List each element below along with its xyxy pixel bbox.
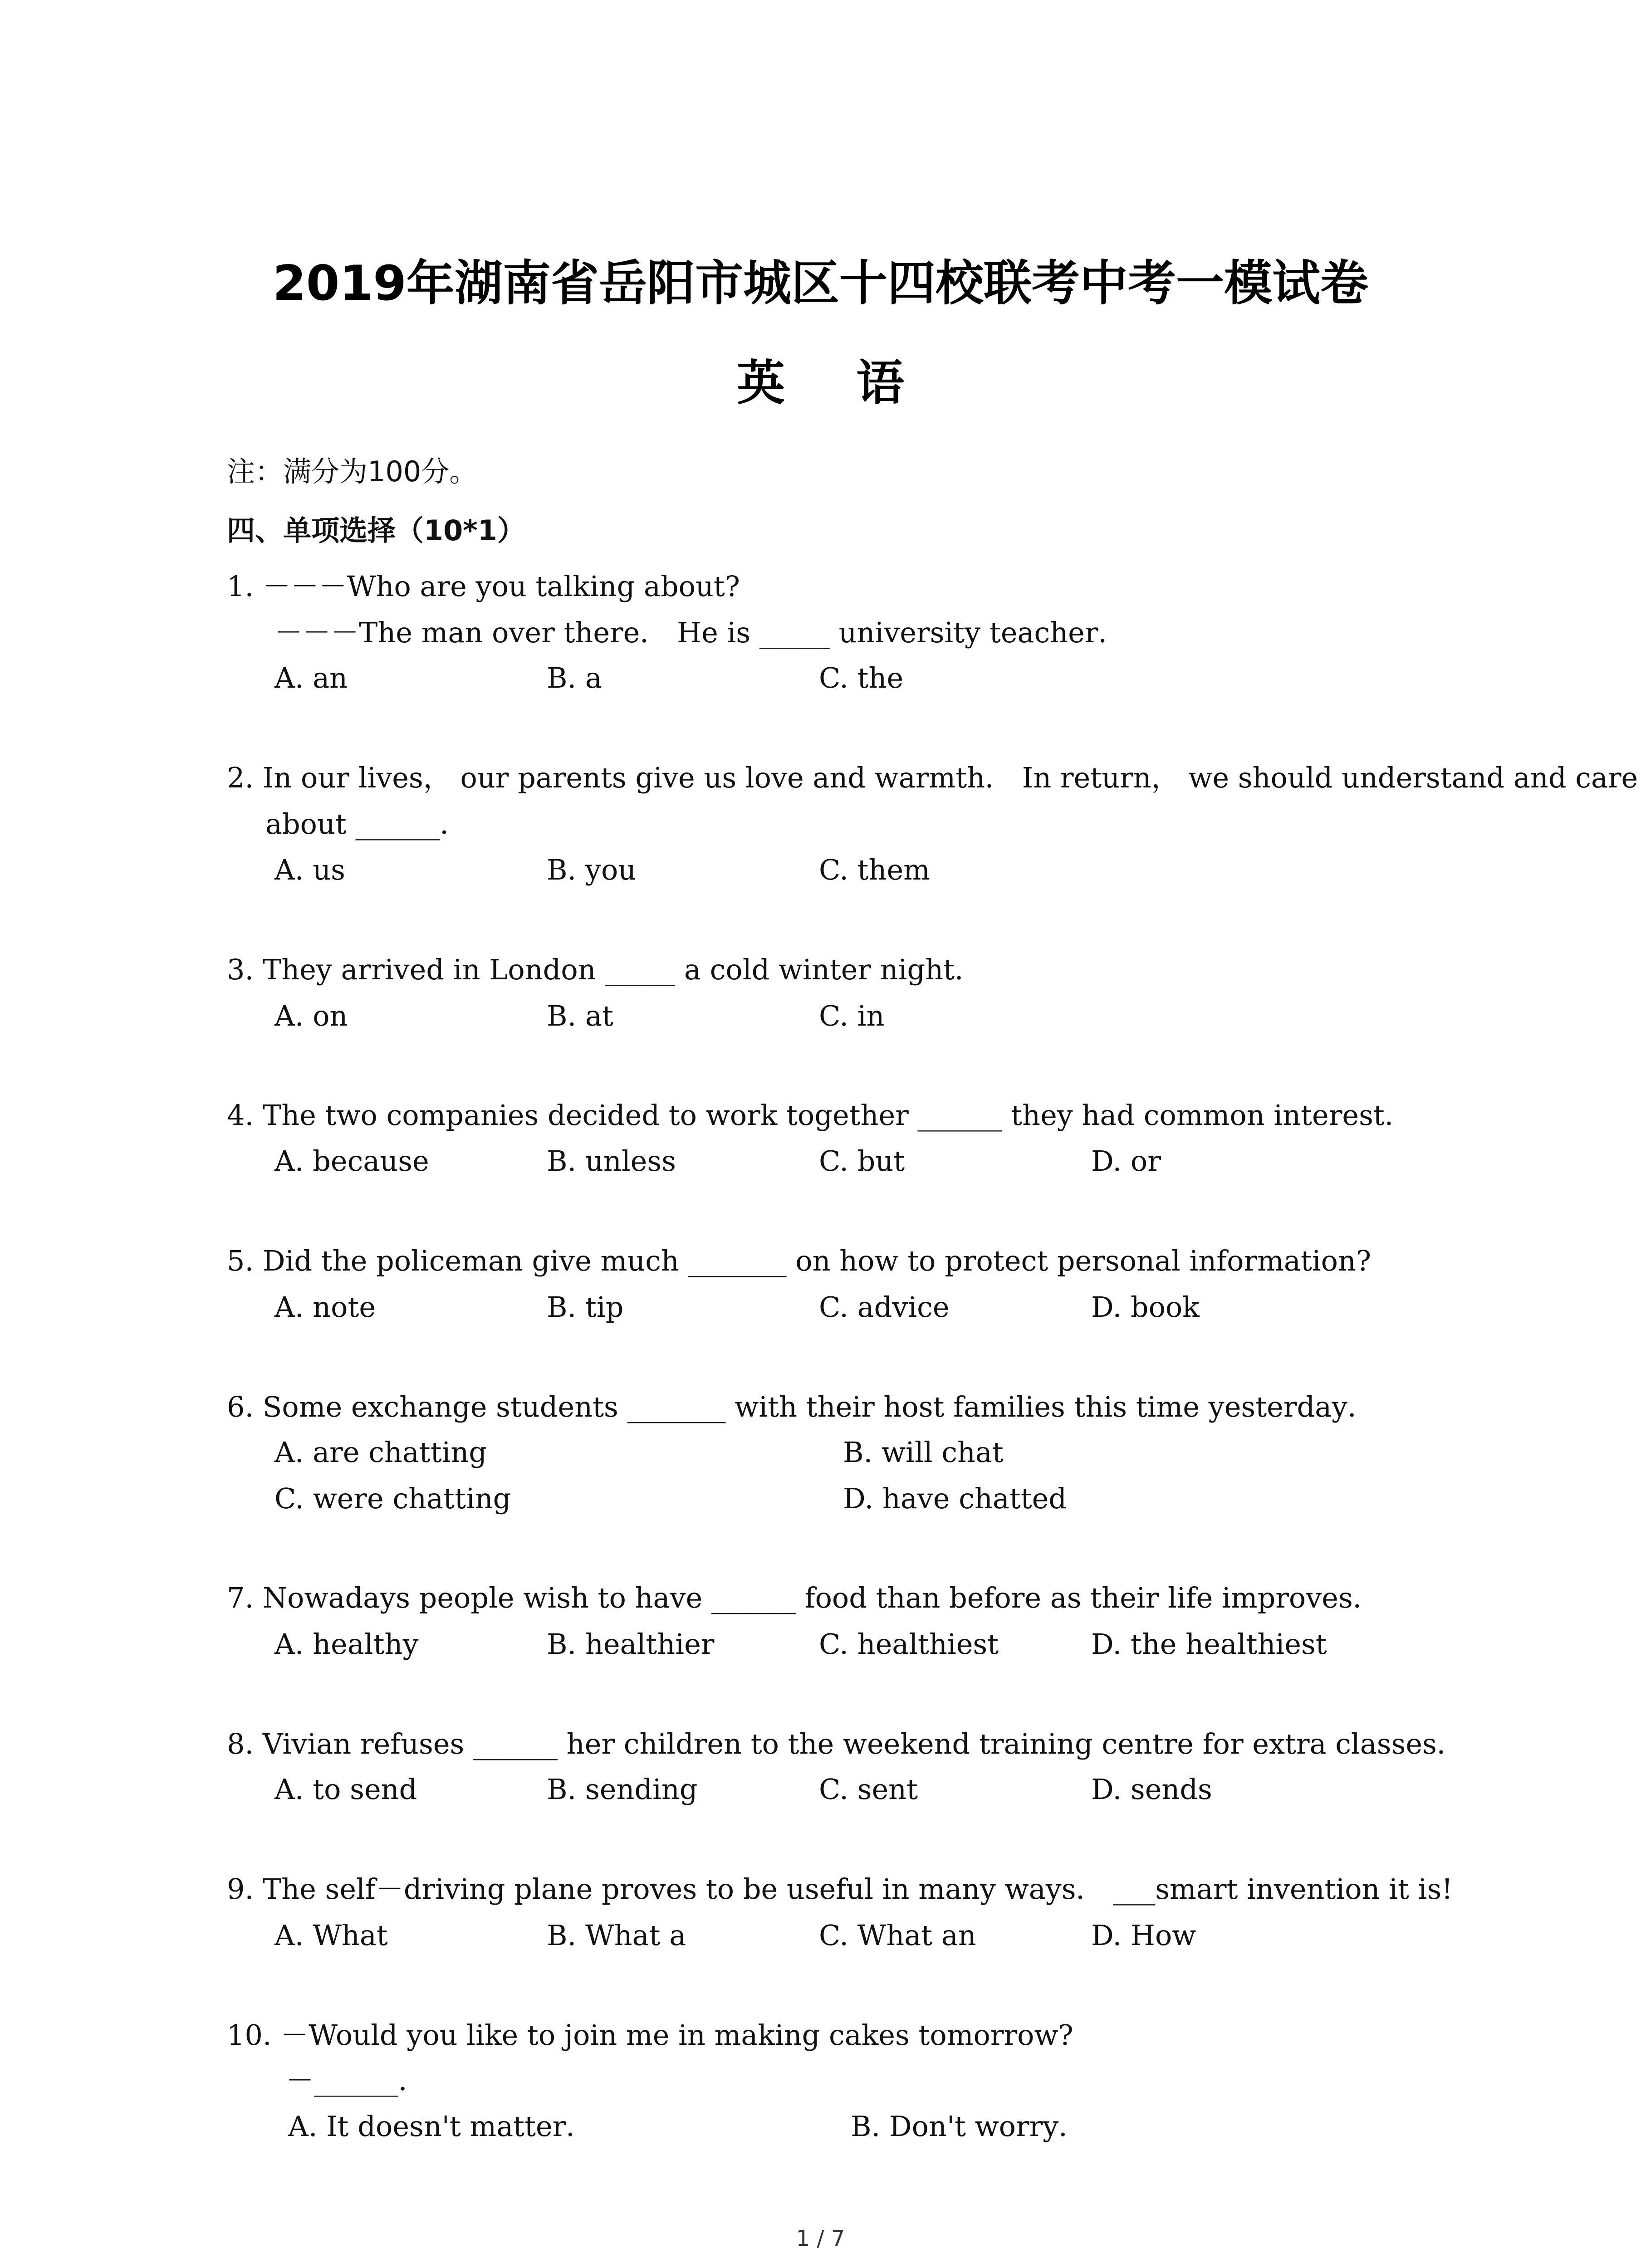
question-4-option-b: B. unless	[547, 1144, 676, 1178]
question-2-option-a: A. us	[274, 853, 345, 886]
question-9-option-b: B. What a	[547, 1919, 686, 1952]
question-10-option-a: A. It doesn't matter．	[288, 2110, 594, 2143]
question-5-option-d: D. book	[1091, 1290, 1200, 1324]
question-5-line-1: 5. Did the policeman give much _______ on how to protect personal information?	[227, 1244, 1372, 1277]
question-7-option-d: D. the healthiest	[1091, 1628, 1327, 1661]
question-3-option-a: A. on	[274, 999, 348, 1032]
question-4-line-1: 4. The two companies decided to work together ______ they had common interest．	[227, 1099, 1413, 1132]
question-7-line-1: 7. Nowadays people wish to have ______ food than before as their life improves．	[227, 1581, 1381, 1614]
question-10-line-1: 10. －Would you like to join me in making cakes tomorrow?	[227, 2019, 1073, 2052]
question-8-option-a: A. to send	[274, 1773, 417, 1806]
question-4-option-c: C. but	[819, 1144, 905, 1178]
question-10-option-b: B. Don't worry．	[851, 2110, 1087, 2143]
question-8-line-1: 8. Vivian refuses ______ her children to the weekend training centre for extra classes．	[227, 1727, 1465, 1760]
question-2-line-1: 2. In our lives， our parents give us love and warmth． In return， we should understand and care	[227, 761, 1638, 794]
question-2-option-b: B. you	[547, 853, 637, 886]
question-7-option-b: B. healthier	[547, 1628, 715, 1661]
question-1-option-c: C. the	[819, 661, 904, 694]
exam-title: 2019年湖南省岳阳市城区十四校联考中考一模试卷	[272, 255, 1369, 311]
question-6-option-b: B. will chat	[843, 1436, 1004, 1469]
question-5-option-b: B. tip	[547, 1290, 624, 1324]
question-9-option-a: A. What	[274, 1919, 388, 1952]
subject-title: 英 语	[737, 355, 931, 411]
question-1-line-1: 1. －－－Who are you talking about?	[227, 570, 740, 603]
question-7-option-c: C. healthiest	[819, 1628, 999, 1661]
page-number: 1 / 7	[796, 2226, 845, 2251]
section-heading: 四、单项选择（10*1）	[227, 514, 525, 547]
question-7-option-a: A. healthy	[274, 1628, 419, 1661]
question-6-line-1: 6. Some exchange students _______ with their host families this time yesterday．	[227, 1390, 1376, 1423]
question-9-option-c: C. What an	[819, 1919, 976, 1952]
question-6-option-d: D. have chatted	[843, 1482, 1067, 1515]
question-3-option-b: B. at	[547, 999, 613, 1032]
question-2-line-2: about ______．	[265, 807, 468, 841]
question-8-option-d: D. sends	[1091, 1773, 1212, 1806]
question-8-option-c: C. sent	[819, 1773, 918, 1806]
question-4-option-a: A. because	[274, 1144, 429, 1178]
question-3-line-1: 3. They arrived in London _____ a cold winter night．	[227, 953, 983, 986]
question-10-line-2: －______．	[286, 2064, 427, 2097]
question-8-option-b: B. sending	[547, 1773, 698, 1806]
question-4-option-d: D. or	[1091, 1144, 1161, 1178]
question-9-option-d: D. How	[1091, 1919, 1196, 1952]
question-1-option-b: B. a	[547, 661, 602, 694]
question-6-option-c: C. were chatting	[274, 1482, 511, 1515]
question-2-option-c: C. them	[819, 853, 930, 886]
question-1-option-a: A. an	[274, 661, 348, 694]
question-9-line-1: 9. The self－driving plane proves to be useful in many ways． ___smart invention it is!	[227, 1872, 1453, 1906]
score-note: 注：满分为100分。	[227, 455, 478, 488]
question-5-option-c: C. advice	[819, 1290, 950, 1324]
question-5-option-a: A. note	[274, 1290, 376, 1324]
question-6-option-a: A. are chatting	[274, 1436, 487, 1469]
question-1-line-2: －－－The man over there． He is _____ university teacher．	[274, 616, 1127, 649]
question-3-option-c: C. in	[819, 999, 885, 1032]
